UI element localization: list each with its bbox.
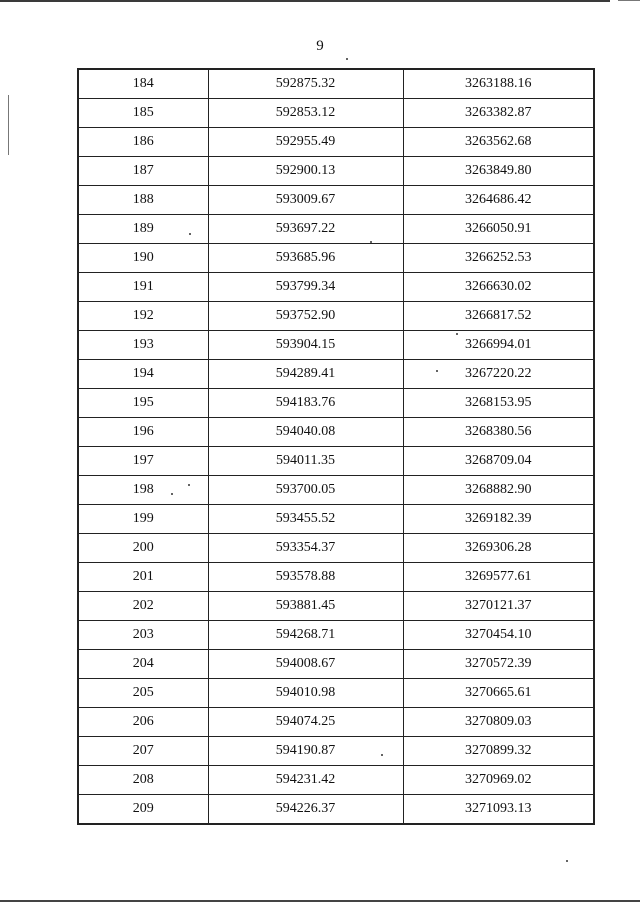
y-coordinate: 3266817.52 <box>403 302 594 331</box>
y-coordinate: 3263382.87 <box>403 99 594 128</box>
y-coordinate: 3268709.04 <box>403 447 594 476</box>
scan-border-left <box>8 95 9 155</box>
x-coordinate: 592853.12 <box>208 99 403 128</box>
x-coordinate: 594231.42 <box>208 766 403 795</box>
y-coordinate: 3267220.22 <box>403 360 594 389</box>
point-number: 188 <box>78 186 208 215</box>
table-row <box>78 128 594 157</box>
y-coordinate: 3270454.10 <box>403 621 594 650</box>
point-number: 208 <box>78 766 208 795</box>
point-number: 192 <box>78 302 208 331</box>
point-number: 202 <box>78 592 208 621</box>
point-number: 201 <box>78 563 208 592</box>
scan-border-top-right <box>618 0 640 1</box>
table-row <box>78 505 594 534</box>
point-number: 206 <box>78 708 208 737</box>
x-coordinate: 594010.98 <box>208 679 403 708</box>
y-coordinate: 3270809.03 <box>403 708 594 737</box>
y-coordinate: 3263562.68 <box>403 128 594 157</box>
y-coordinate: 3264686.42 <box>403 186 594 215</box>
y-coordinate: 3270665.61 <box>403 679 594 708</box>
x-coordinate: 593009.67 <box>208 186 403 215</box>
table-row <box>78 215 594 244</box>
table-row <box>78 418 594 447</box>
y-coordinate: 3270121.37 <box>403 592 594 621</box>
table-row <box>78 389 594 418</box>
table-row <box>78 331 594 360</box>
y-coordinate: 3270969.02 <box>403 766 594 795</box>
x-coordinate: 594190.87 <box>208 737 403 766</box>
x-coordinate: 594011.35 <box>208 447 403 476</box>
y-coordinate: 3268153.95 <box>403 389 594 418</box>
table-row <box>78 737 594 766</box>
y-coordinate: 3268882.90 <box>403 476 594 505</box>
point-number: 193 <box>78 331 208 360</box>
y-coordinate: 3266252.53 <box>403 244 594 273</box>
scan-border-top <box>0 0 610 2</box>
point-number: 186 <box>78 128 208 157</box>
y-coordinate: 3263849.80 <box>403 157 594 186</box>
y-coordinate: 3266630.02 <box>403 273 594 302</box>
coordinate-table-body <box>78 69 594 824</box>
y-coordinate: 3269182.39 <box>403 505 594 534</box>
point-number: 184 <box>78 69 208 99</box>
point-number: 203 <box>78 621 208 650</box>
table-row <box>78 795 594 825</box>
table-row <box>78 273 594 302</box>
table-row <box>78 534 594 563</box>
coordinate-table <box>77 68 595 825</box>
x-coordinate: 594074.25 <box>208 708 403 737</box>
table-row <box>78 302 594 331</box>
page-number: 9 <box>316 38 324 54</box>
point-number: 204 <box>78 650 208 679</box>
x-coordinate: 593685.96 <box>208 244 403 273</box>
table-row <box>78 621 594 650</box>
table-row <box>78 476 594 505</box>
point-number: 187 <box>78 157 208 186</box>
point-number: 194 <box>78 360 208 389</box>
x-coordinate: 594008.67 <box>208 650 403 679</box>
point-number: 195 <box>78 389 208 418</box>
y-coordinate: 3269306.28 <box>403 534 594 563</box>
x-coordinate: 592955.49 <box>208 128 403 157</box>
point-number: 190 <box>78 244 208 273</box>
point-number: 207 <box>78 737 208 766</box>
point-number: 199 <box>78 505 208 534</box>
y-coordinate: 3269577.61 <box>403 563 594 592</box>
table-row <box>78 650 594 679</box>
table-row <box>78 592 594 621</box>
point-number: 197 <box>78 447 208 476</box>
x-coordinate: 593752.90 <box>208 302 403 331</box>
table-row <box>78 99 594 128</box>
point-number: 196 <box>78 418 208 447</box>
x-coordinate: 594268.71 <box>208 621 403 650</box>
x-coordinate: 594226.37 <box>208 795 403 825</box>
table-row <box>78 157 594 186</box>
scan-border-bottom <box>0 900 640 902</box>
x-coordinate: 593354.37 <box>208 534 403 563</box>
x-coordinate: 593881.45 <box>208 592 403 621</box>
x-coordinate: 592875.32 <box>208 69 403 99</box>
y-coordinate: 3263188.16 <box>403 69 594 99</box>
x-coordinate: 593904.15 <box>208 331 403 360</box>
x-coordinate: 593455.52 <box>208 505 403 534</box>
point-number: 209 <box>78 795 208 825</box>
point-number: 191 <box>78 273 208 302</box>
point-number: 200 <box>78 534 208 563</box>
x-coordinate: 592900.13 <box>208 157 403 186</box>
table-row <box>78 244 594 273</box>
x-coordinate: 594040.08 <box>208 418 403 447</box>
x-coordinate: 594289.41 <box>208 360 403 389</box>
point-number: 189 <box>78 215 208 244</box>
table-row <box>78 708 594 737</box>
scan-speck <box>566 860 568 862</box>
x-coordinate: 594183.76 <box>208 389 403 418</box>
x-coordinate: 593799.34 <box>208 273 403 302</box>
scan-speck <box>346 58 348 60</box>
table-row <box>78 679 594 708</box>
y-coordinate: 3271093.13 <box>403 795 594 825</box>
y-coordinate: 3266050.91 <box>403 215 594 244</box>
table-row <box>78 563 594 592</box>
point-number: 205 <box>78 679 208 708</box>
table-row <box>78 186 594 215</box>
table-row <box>78 69 594 99</box>
x-coordinate: 593697.22 <box>208 215 403 244</box>
y-coordinate: 3270572.39 <box>403 650 594 679</box>
x-coordinate: 593578.88 <box>208 563 403 592</box>
table-row <box>78 447 594 476</box>
y-coordinate: 3270899.32 <box>403 737 594 766</box>
y-coordinate: 3268380.56 <box>403 418 594 447</box>
table-row <box>78 360 594 389</box>
y-coordinate: 3266994.01 <box>403 331 594 360</box>
table-row <box>78 766 594 795</box>
point-number: 198 <box>78 476 208 505</box>
x-coordinate: 593700.05 <box>208 476 403 505</box>
point-number: 185 <box>78 99 208 128</box>
